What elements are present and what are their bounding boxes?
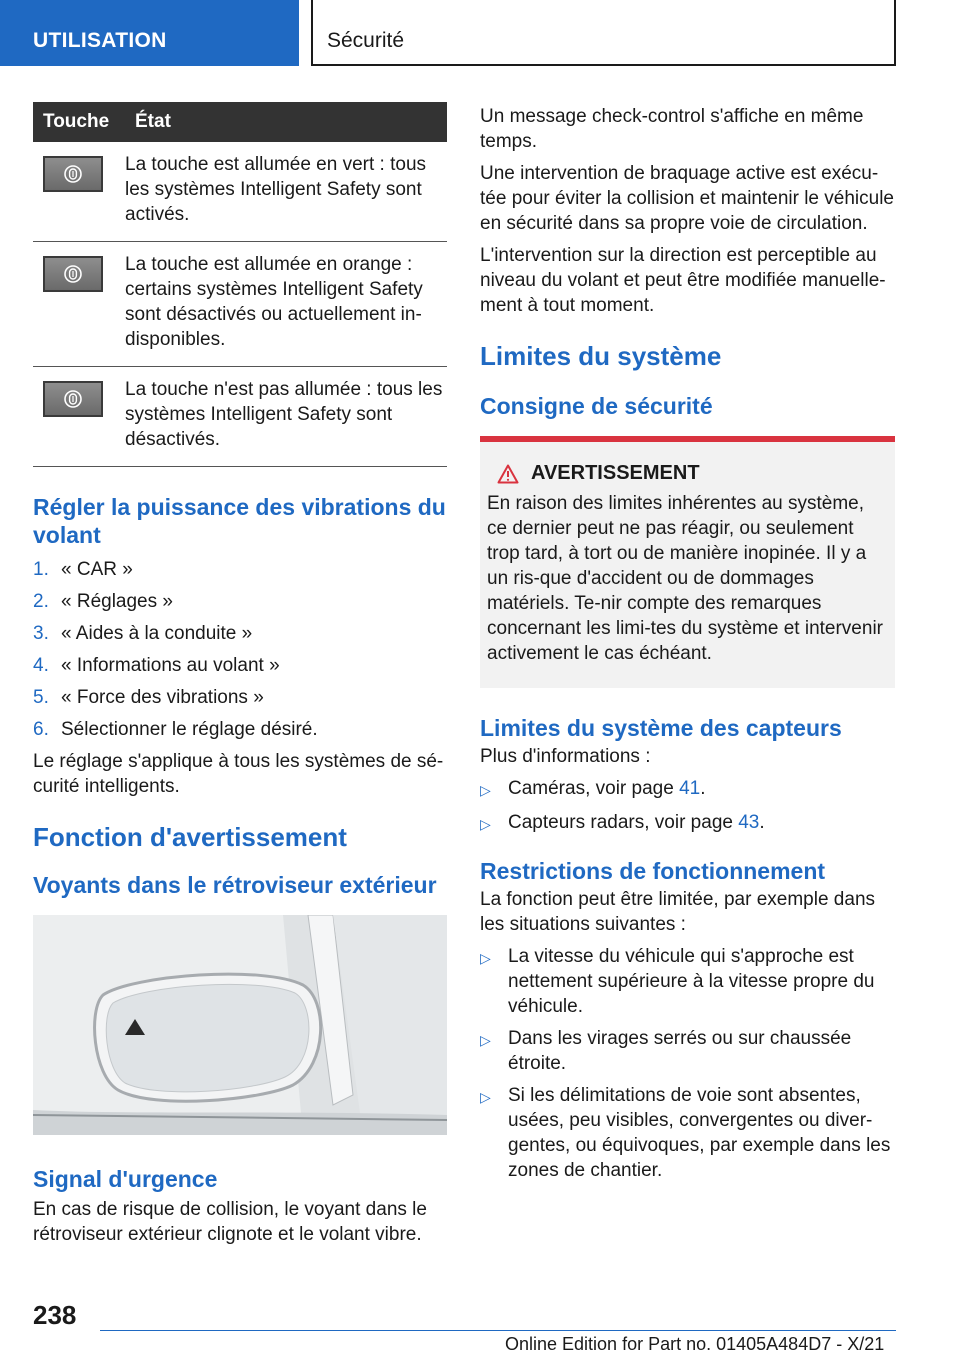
heading-safety-note: Consigne de sécurité xyxy=(480,393,713,419)
table-header-state: État xyxy=(125,102,447,142)
table-cell-state: La touche est allumée en vert : tous les systèmes Intelligent Safety sont activés. xyxy=(125,142,447,242)
list-item: 3. « Aides à la conduite » xyxy=(33,623,253,644)
list-item: 1. « CAR » xyxy=(33,559,133,580)
paragraph-applies: Le réglage s'applique à tous les systèmes de sé-curité intelligents. xyxy=(33,751,444,797)
heading-mirror: Voyants dans le rétroviseur extérieur xyxy=(33,872,437,898)
table-cell-key xyxy=(33,242,125,367)
footer-divider xyxy=(100,1330,896,1331)
paragraph-intervention: L'intervention sur la direction est perceptible au niveau du volant et peut être modifiée manuelle-ment à tout moment. xyxy=(480,245,886,316)
chapter-title: Sécurité xyxy=(311,0,896,66)
bullet-triangle-icon: ▷ xyxy=(480,1032,491,1048)
intelligent-safety-button-icon xyxy=(43,381,103,417)
sensor-list xyxy=(480,776,895,837)
table-row xyxy=(33,367,447,467)
table-cell-key xyxy=(33,142,125,242)
right-column xyxy=(480,104,895,1190)
table-header-key: Touche xyxy=(33,102,125,142)
table-cell-state: La touche est allumée en orange : certains systèmes Intelligent Safety sont désactivés ou actuellement in-disponibles. xyxy=(125,242,447,367)
heading-restrictions: Restrictions de fonctionnement xyxy=(480,858,826,884)
bullet-triangle-icon: ▷ xyxy=(480,950,491,966)
heading-vibrations: Régler la puissance des vibrations du volant xyxy=(33,494,446,548)
list-item: ▷ Si les délimitations de voie sont absentes, usées, peu visibles, convergentes ou diver-gentes, ou équivoques, par exemple dans les zones de chantier. xyxy=(480,1085,891,1181)
heading-sensor-limits: Limites du système des capteurs xyxy=(480,715,842,741)
table-cell-key xyxy=(33,367,125,467)
paragraph-steering: Une intervention de braquage active est exécu-tée pour éviter la collision et maintenir le véhicule en sécurité dans sa propre voie de circulation. xyxy=(480,163,894,234)
list-item: 5. « Force des vibrations » xyxy=(33,687,264,708)
paragraph-emergency: En cas de risque de collision, le voyant dans le rétroviseur extérieur clignote et le volant vibre. xyxy=(33,1199,427,1245)
list-item: ▷ Dans les virages serrés ou sur chaussée étroite. xyxy=(480,1028,852,1074)
key-state-table xyxy=(33,102,447,467)
heading-system-limits: Limites du système xyxy=(480,341,722,371)
heading-emergency: Signal d'urgence xyxy=(33,1166,218,1192)
bullet-triangle-icon: ▷ xyxy=(480,816,491,832)
mirror-illustration xyxy=(33,915,447,1135)
paragraph-restrictions: La fonction peut être limitée, par exemple dans les situations suivantes : xyxy=(480,889,876,935)
heading-warning-function: Fonction d'avertissement xyxy=(33,822,347,852)
list-item: ▷ La vitesse du véhicule qui s'approche est nettement supérieure à la vitesse propre du véhicule. xyxy=(480,946,875,1017)
page-number: 238 xyxy=(33,1300,77,1330)
list-item: 2. « Réglages » xyxy=(33,591,173,612)
intelligent-safety-button-icon xyxy=(43,256,103,292)
warning-triangle-icon xyxy=(497,464,519,484)
table-cell-state: La touche n'est pas allumée : tous les systèmes Intelligent Safety sont désactivés. xyxy=(125,367,447,467)
table-header-row xyxy=(33,102,447,142)
list-item: ▷ Caméras, voir page 41. xyxy=(480,776,895,803)
list-item: ▷ Capteurs radars, voir page 43. xyxy=(480,810,895,837)
section-tab: UTILISATION xyxy=(0,0,299,66)
footer-edition: Online Edition for Part no. 01405A484D7 - X/21 xyxy=(505,1334,885,1354)
restrictions-list xyxy=(480,944,895,1183)
bullet-triangle-icon: ▷ xyxy=(480,782,491,798)
paragraph-checkcontrol: Un message check-control s'affiche en même temps. xyxy=(480,106,864,152)
page-link[interactable]: 41 xyxy=(679,778,701,799)
list-item: 6. Sélectionner le réglage désiré. xyxy=(33,719,318,740)
steps-list xyxy=(33,557,447,742)
table-row xyxy=(33,142,447,242)
bullet-triangle-icon: ▷ xyxy=(480,1089,491,1105)
table-row xyxy=(33,242,447,367)
paragraph-more-info: Plus d'informations : xyxy=(480,746,651,767)
warning-text: En raison des limites inhérentes au système, ce dernier peut ne pas réagir, ou seulement trop tard, à tort ou de manière inopinée. Il y a un ris-que d'accident ou de dommages matériels. Te-nir compte des remarques concernant les limi-tes du système et intervenir activement le cas échéant. xyxy=(487,493,883,664)
list-item: 4. « Informations au volant » xyxy=(33,655,280,676)
warning-box xyxy=(480,436,895,688)
warning-title: AVERTISSEMENT xyxy=(487,462,888,485)
left-column xyxy=(33,102,447,1247)
intelligent-safety-button-icon xyxy=(43,156,103,192)
page-link[interactable]: 43 xyxy=(738,812,760,833)
